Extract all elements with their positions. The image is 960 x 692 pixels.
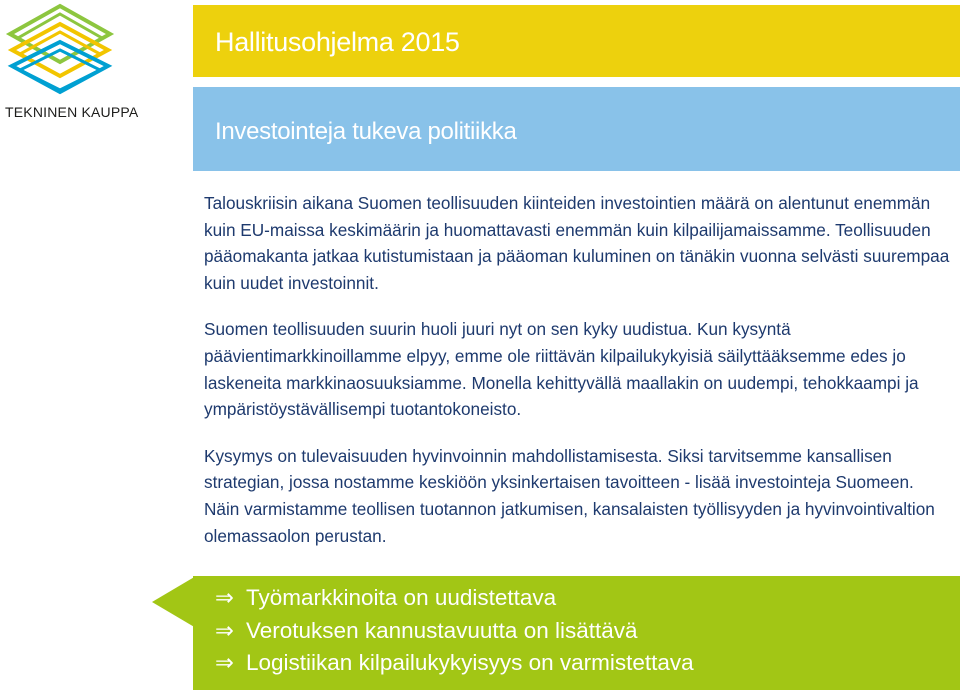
- list-item: [215, 647, 694, 680]
- page-title: Hallitusohjelma 2015: [215, 27, 460, 57]
- page-subtitle: Investointeja tukeva politiikka: [215, 118, 517, 145]
- implies-arrow-icon: ⇒: [215, 650, 234, 675]
- paragraph-1: Talouskriisin aikana Suomen teollisuuden kiinteiden investointien määrä on alentunut enemmän kuin EU-maissa keskimäärin ja huomattavasti enemmän kuin kilpailijamaissamme. Teollisuuden pääomakanta jatkaa kutistumistaan ja pääoman kuluminen on tänäkin vuonna selvästi suurempaa kuin uudet investoinnit.: [204, 193, 950, 293]
- body-text: [204, 190, 952, 569]
- bullet-text: Verotuksen kannustavuutta on lisättävä: [246, 617, 638, 643]
- list-item: [215, 582, 694, 615]
- paragraph-2: Suomen teollisuuden suurin huoli juuri nyt on sen kyky uudistua. Kun kysyntä päävientimarkkinoillamme elpyy, emme ole riittävän kilpailukykyisiä säilyttääksemme edes jo laskeneita markkinaosuuksiamme. Monella kehittyvällä maallakin on uudempi, tehokkaampi ja ympäristöystävällisempi tuotantokoneisto.: [204, 319, 919, 420]
- implies-arrow-icon: ⇒: [215, 617, 234, 643]
- bullet-text: Logistiikan kilpailukykyisyys on varmistettava: [246, 650, 694, 675]
- subtitle-banner: [193, 87, 960, 171]
- logo-text: TEKNINEN KAUPPA: [5, 104, 139, 120]
- bullet-text: Työmarkkinoita on uudistettava: [246, 585, 557, 610]
- tekninen-kauppa-logo: [0, 0, 190, 130]
- layered-diamond-logo-icon: [4, 2, 116, 98]
- paragraph-3: Kysymys on tulevaisuuden hyvinvoinnin mahdollistamisesta. Siksi tarvitsemme kansallisen strategian, jossa nostamme keskiöön yksinkertaisen tavoitteen - lisää investointeja Suomeen. Näin varmistamme teollisen tuotannon jatkumisen, kansalaisten työllisyyden ja hyvinvointivaltion olemassaolon perustan.: [204, 445, 935, 546]
- pointer-arrow-icon: [152, 576, 196, 628]
- title-banner: [193, 5, 960, 77]
- implies-arrow-icon: ⇒: [215, 585, 234, 610]
- list-item: [215, 615, 694, 648]
- bullet-list: [215, 582, 694, 680]
